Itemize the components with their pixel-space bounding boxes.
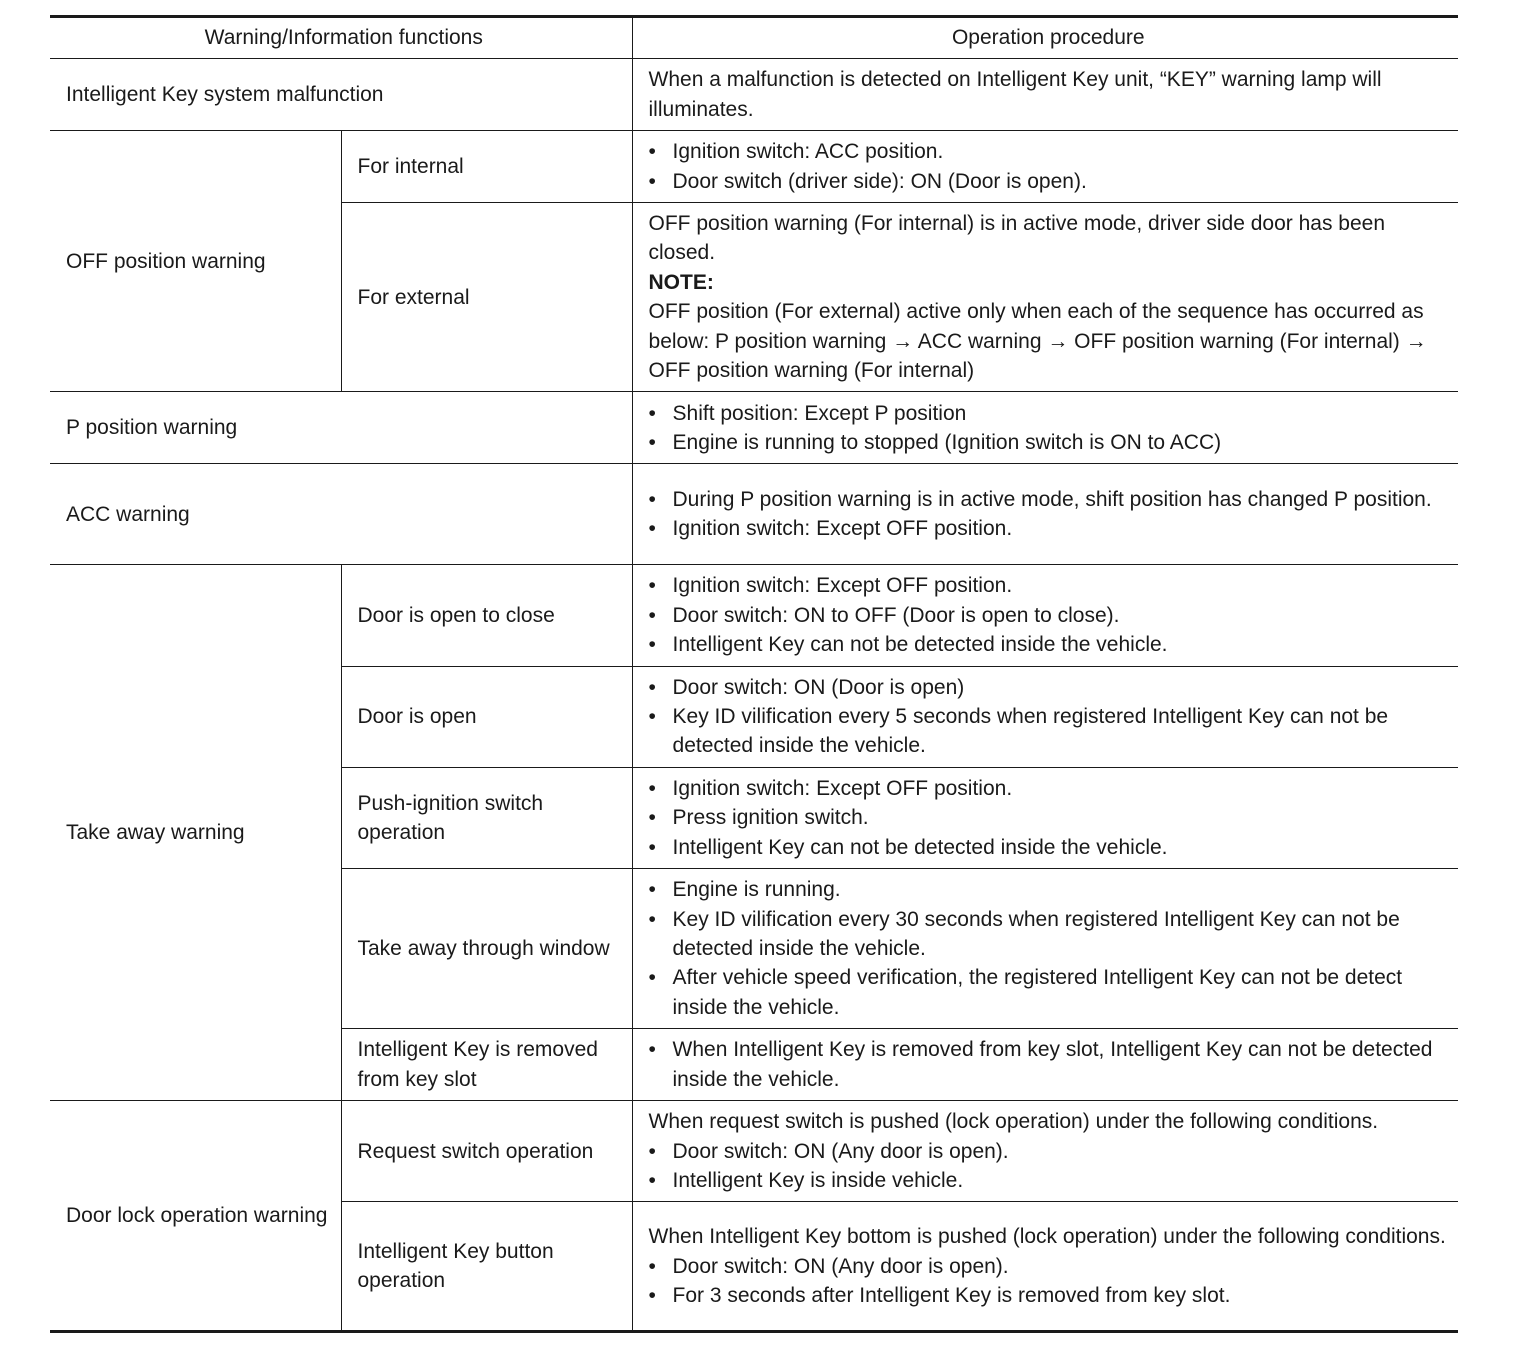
function-label: Door lock operation warning — [50, 1101, 341, 1332]
subfunction-label: Door is open to close — [341, 565, 632, 666]
subfunction-label: Request switch operation — [341, 1101, 632, 1202]
procedure-bullet: • Key ID vilification every 30 seconds when registered Intelligent Key can not be detected inside the vehicle. — [649, 905, 1449, 964]
table-row — [50, 59, 1458, 131]
table-row — [50, 131, 1458, 203]
procedure-bullet: • When Intelligent Key is removed from key slot, Intelligent Key can not be detected inside the vehicle. — [649, 1035, 1449, 1094]
procedure-cell — [632, 1029, 1458, 1101]
procedure-bullet: • For 3 seconds after Intelligent Key is removed from key slot. — [649, 1281, 1449, 1310]
procedure-bullet: • Engine is running. — [649, 875, 1449, 904]
procedure-cell — [632, 869, 1458, 1029]
note-label: NOTE: — [648, 270, 714, 294]
procedure-bullet: • Key ID vilification every 5 seconds when registered Intelligent Key can not be detected inside the vehicle. — [649, 702, 1449, 761]
procedure-bullet: • Press ignition switch. — [649, 803, 1449, 832]
header-functions: Warning/Information functions — [50, 17, 632, 59]
procedure-bullet: • Engine is running to stopped (Ignition switch is ON to ACC) — [649, 428, 1449, 457]
procedure-cell — [632, 666, 1458, 767]
procedure-text: OFF position warning (For internal) is in active mode, driver side door has been closed. — [648, 212, 1386, 265]
procedure-bullet: • Door switch: ON (Any door is open). — [649, 1252, 1449, 1281]
procedure-cell — [632, 131, 1458, 203]
procedure-bullet: • Ignition switch: Except OFF position. — [649, 571, 1449, 600]
table-row — [50, 464, 1458, 565]
procedure-bullet: • During P position warning is in active mode, shift position has changed P position. — [649, 485, 1449, 514]
procedure-bullet: • Ignition switch: Except OFF position. — [649, 514, 1449, 543]
table-row — [50, 1101, 1458, 1202]
procedure-cell — [632, 392, 1458, 464]
table-row — [50, 565, 1458, 666]
procedure-cell — [632, 203, 1458, 392]
procedure-bullet: • Door switch: ON (Door is open) — [649, 673, 1449, 702]
subfunction-label: For internal — [341, 131, 632, 203]
subfunction-label: Intelligent Key button operation — [341, 1202, 632, 1332]
function-label: ACC warning — [50, 464, 632, 565]
procedure-cell — [632, 464, 1458, 565]
procedure-bullet: • Intelligent Key is inside vehicle. — [649, 1166, 1449, 1195]
procedure-bullet: • Ignition switch: ACC position. — [649, 137, 1449, 166]
procedure-text: When request switch is pushed (lock operation) under the following conditions. — [648, 1110, 1379, 1134]
subfunction-label: Push-ignition switch operation — [341, 767, 632, 868]
procedure-cell — [632, 565, 1458, 666]
subfunction-label: Door is open — [341, 666, 632, 767]
procedure-bullet: • Ignition switch: Except OFF position. — [649, 774, 1449, 803]
procedure-bullet: • Door switch (driver side): ON (Door is open). — [649, 167, 1449, 196]
function-label: Intelligent Key system malfunction — [50, 59, 632, 131]
note-text: OFF position (For external) active only when each of the sequence has occurred as below: P position warning → ACC warning → OFF position warning (For internal) → OFF position warning (For internal) — [648, 300, 1427, 383]
subfunction-label: Take away through window — [341, 869, 632, 1029]
header-procedure: Operation procedure — [632, 17, 1458, 59]
subfunction-label: Intelligent Key is removed from key slot — [341, 1029, 632, 1101]
procedure-bullet: • Door switch: ON to OFF (Door is open to close). — [649, 601, 1449, 630]
function-label: P position warning — [50, 392, 632, 464]
procedure-cell — [632, 767, 1458, 868]
procedure-cell — [632, 1202, 1458, 1332]
header-row — [50, 17, 1458, 59]
procedure-bullet: • Shift position: Except P position — [649, 399, 1449, 428]
function-label: OFF position warning — [50, 131, 341, 392]
procedure-text: When Intelligent Key bottom is pushed (lock operation) under the following conditions. — [648, 1225, 1446, 1249]
procedure-bullet: • Door switch: ON (Any door is open). — [649, 1137, 1449, 1166]
procedure-bullet: • Intelligent Key can not be detected inside the vehicle. — [649, 630, 1449, 659]
function-label: Take away warning — [50, 565, 341, 1101]
procedure-bullet: • After vehicle speed verification, the registered Intelligent Key can not be detect inside the vehicle. — [649, 963, 1449, 1022]
subfunction-label: For external — [341, 203, 632, 392]
procedure-text: When a malfunction is detected on Intelligent Key unit, “KEY” warning lamp will illuminates. — [632, 59, 1458, 131]
warning-functions-table — [50, 15, 1458, 1333]
table-row — [50, 392, 1458, 464]
procedure-cell — [632, 1101, 1458, 1202]
procedure-bullet: • Intelligent Key can not be detected inside the vehicle. — [649, 833, 1449, 862]
